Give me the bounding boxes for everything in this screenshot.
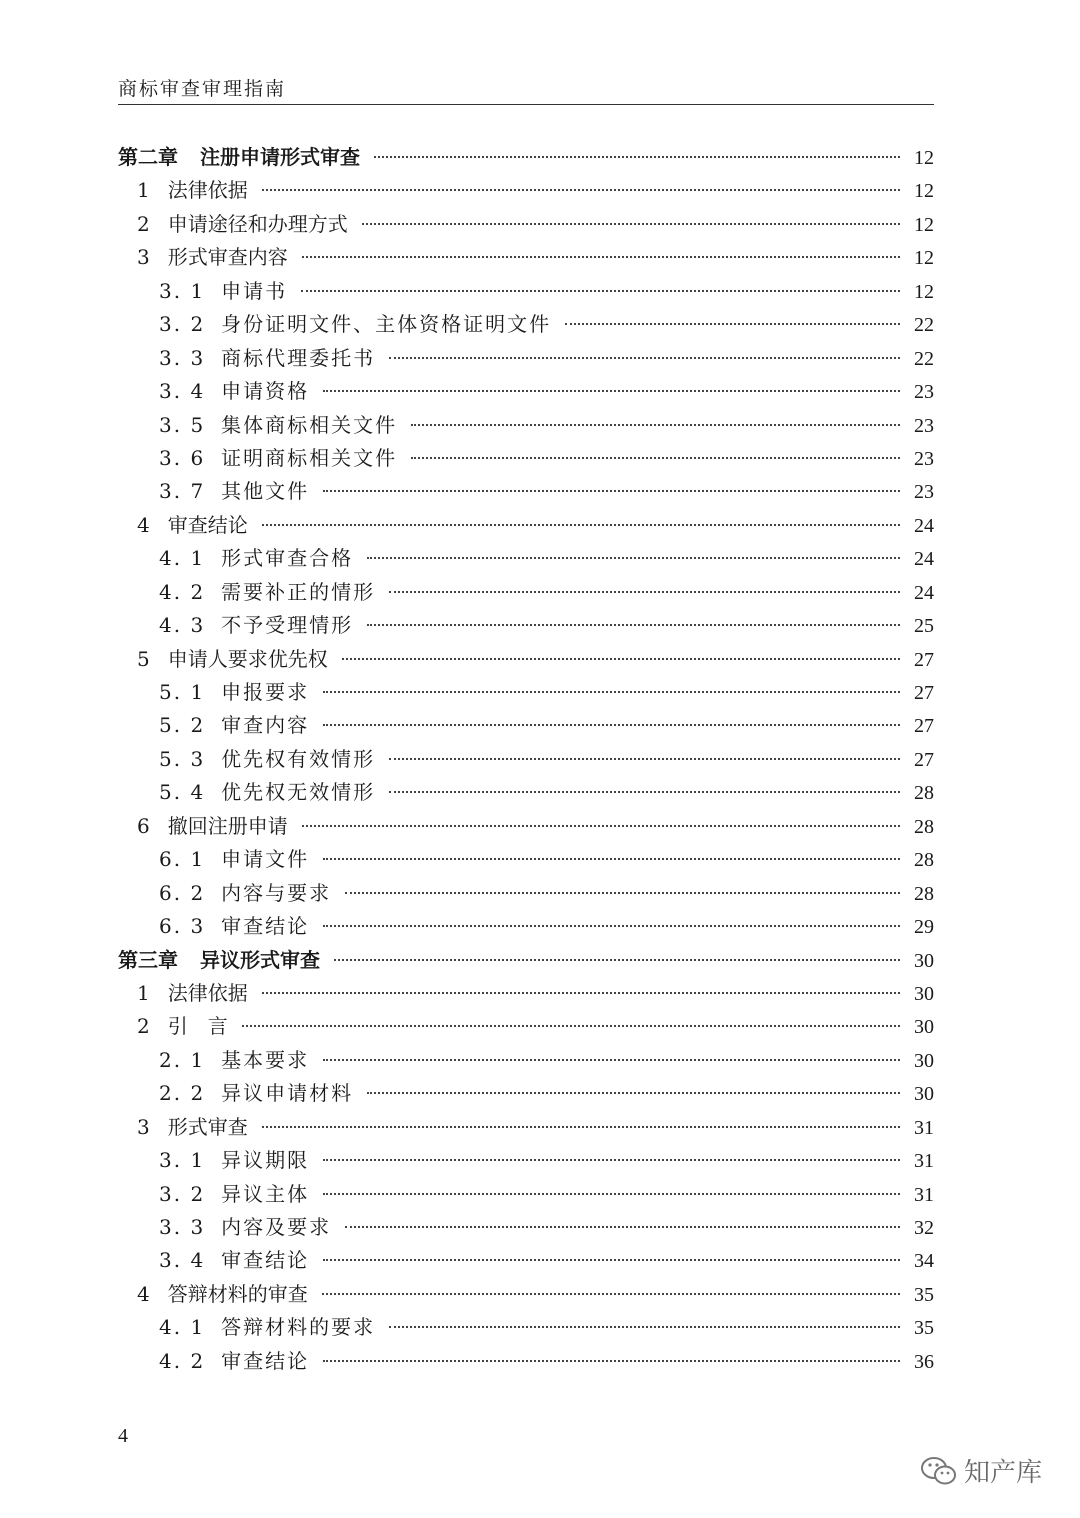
toc-entry-number: 6. 3 — [159, 914, 206, 939]
wechat-icon — [920, 1455, 958, 1487]
toc-entry-page: 35 — [914, 1283, 934, 1306]
toc-section-entry — [118, 241, 934, 274]
toc-entry-number: 3. 2 — [159, 1181, 206, 1206]
toc-subsection-entry — [118, 609, 934, 642]
dot-leader — [262, 1126, 900, 1128]
dot-leader — [302, 256, 900, 258]
dot-leader — [323, 1360, 900, 1362]
toc-entry-number: 4. 2 — [159, 579, 206, 604]
toc-entry-title: 注册申请形式审查 — [200, 145, 360, 169]
toc-entry-title: 优先权有效情形 — [221, 746, 376, 771]
toc-entry-page: 12 — [914, 147, 934, 169]
toc-entry-number: 2 — [137, 211, 150, 236]
toc-entry-page: 28 — [914, 782, 934, 805]
dot-leader — [323, 1159, 900, 1161]
toc-subsection-entry — [118, 776, 934, 809]
toc-entry-title: 审查内容 — [221, 713, 310, 738]
toc-entry-title: 需要补正的情形 — [221, 579, 376, 604]
dot-leader — [302, 825, 900, 827]
toc-entry-title: 异议期限 — [221, 1148, 310, 1173]
toc-entry-number: 4. 1 — [159, 1315, 206, 1340]
dot-leader — [374, 156, 900, 158]
toc-entry-number: 3. 7 — [159, 479, 206, 504]
dot-leader — [323, 1059, 900, 1061]
watermark — [920, 1452, 1042, 1489]
toc-entry-number: 4 — [137, 512, 150, 537]
toc-entry-page: 31 — [914, 1116, 934, 1139]
dot-leader — [367, 557, 900, 559]
toc-subsection-entry — [118, 475, 934, 508]
toc-subsection-entry — [118, 308, 934, 341]
toc-section-entry — [118, 1010, 934, 1043]
page-number: 4 — [118, 1425, 128, 1447]
toc-entry-page: 23 — [914, 447, 934, 470]
toc-entry-title: 其他文件 — [221, 479, 310, 504]
toc-entry-number: 6. 2 — [159, 880, 206, 905]
toc-entry-number: 1 — [137, 980, 150, 1005]
toc-entry-title: 法律依据 — [167, 980, 248, 1005]
dot-leader — [322, 1293, 900, 1295]
toc-entry-number: 4. 2 — [159, 1348, 206, 1373]
toc-section-entry — [118, 208, 934, 241]
toc-entry-title: 异议申请材料 — [221, 1081, 354, 1106]
toc-entry-page: 29 — [914, 916, 934, 939]
toc-entry-page: 27 — [914, 748, 934, 771]
toc-entry-title: 答辩材料的要求 — [221, 1315, 376, 1340]
dot-leader — [242, 1025, 900, 1027]
toc-subsection-entry — [118, 342, 934, 375]
toc-entry-title: 法律依据 — [167, 178, 248, 203]
toc-entry-title: 身份证明文件、主体资格证明文件 — [221, 312, 552, 337]
toc-entry-number: 4. 1 — [159, 546, 206, 571]
toc-subsection-entry — [118, 877, 934, 910]
dot-leader — [389, 591, 900, 593]
dot-leader — [262, 189, 900, 191]
toc-entry-number: 3. 4 — [159, 379, 206, 404]
toc-subsection-entry — [118, 843, 934, 876]
toc-entry-title: 撤回注册申请 — [167, 813, 288, 838]
dot-leader — [262, 992, 900, 994]
toc-entry-number: 5. 4 — [159, 780, 206, 805]
toc-entry-title: 异议形式审查 — [200, 947, 320, 972]
toc-entry-page: 22 — [914, 314, 934, 337]
toc-entry-number: 第三章 — [118, 947, 178, 972]
toc-entry-title: 内容及要求 — [221, 1215, 332, 1239]
toc-entry-number: 3. 5 — [159, 412, 206, 437]
dot-leader — [323, 724, 900, 726]
toc-subsection-entry — [118, 576, 934, 609]
toc-subsection-entry — [118, 709, 934, 742]
toc-entry-title: 异议主体 — [221, 1181, 310, 1206]
toc-entry-title: 优先权无效情形 — [221, 780, 376, 805]
dot-leader — [323, 1259, 900, 1261]
toc-entry-title: 商标代理委托书 — [221, 345, 376, 370]
toc-entry-number: 5 — [137, 646, 150, 671]
dot-leader — [301, 290, 900, 292]
table-of-contents — [118, 141, 934, 1378]
toc-entry-title: 不予受理情形 — [221, 613, 354, 638]
toc-entry-page: 27 — [914, 715, 934, 738]
toc-entry-page: 28 — [914, 849, 934, 872]
toc-entry-page: 32 — [914, 1217, 934, 1239]
toc-subsection-entry — [118, 1244, 934, 1277]
toc-entry-page: 12 — [914, 247, 934, 270]
toc-chapter-entry — [118, 141, 934, 174]
toc-entry-page: 24 — [914, 548, 934, 571]
dot-leader — [323, 390, 900, 392]
toc-subsection-entry — [118, 542, 934, 575]
dot-leader — [323, 691, 900, 693]
toc-entry-page: 30 — [914, 1049, 934, 1072]
toc-entry-title: 形式审查内容 — [167, 245, 288, 270]
dot-leader — [367, 624, 900, 626]
dot-leader — [342, 658, 900, 660]
header-rule — [118, 104, 934, 105]
toc-entry-page: 23 — [914, 381, 934, 404]
toc-subsection-entry — [118, 275, 934, 308]
toc-entry-title: 申请途径和办理方式 — [167, 211, 348, 236]
toc-entry-title: 答辩材料的审查 — [167, 1281, 308, 1306]
toc-subsection-entry — [118, 442, 934, 475]
toc-entry-page: 34 — [914, 1250, 934, 1273]
dot-leader — [323, 925, 900, 927]
toc-entry-page: 27 — [914, 648, 934, 671]
toc-entry-page: 25 — [914, 615, 934, 638]
toc-entry-title: 引 言 — [167, 1014, 228, 1039]
toc-subsection-entry — [118, 1211, 934, 1244]
toc-subsection-entry — [118, 676, 934, 709]
toc-entry-title: 审查结论 — [221, 914, 310, 939]
toc-section-entry — [118, 509, 934, 542]
toc-entry-page: 24 — [914, 581, 934, 604]
toc-entry-number: 4. 3 — [159, 613, 206, 638]
toc-entry-number: 1 — [137, 178, 150, 203]
toc-entry-number: 3. 1 — [159, 1148, 206, 1173]
running-header: 商标审查审理指南 — [118, 78, 287, 100]
toc-entry-number: 2 — [137, 1014, 150, 1039]
dot-leader — [362, 223, 900, 225]
dot-leader — [389, 758, 900, 760]
toc-entry-title: 审查结论 — [221, 1348, 310, 1373]
dot-leader — [262, 524, 900, 526]
toc-entry-page: 30 — [914, 982, 934, 1005]
toc-subsection-entry — [118, 1077, 934, 1110]
dot-leader — [323, 858, 900, 860]
toc-section-entry — [118, 174, 934, 207]
toc-entry-page: 23 — [914, 414, 934, 437]
toc-entry-title: 证明商标相关文件 — [221, 445, 398, 470]
toc-entry-page: 24 — [914, 514, 934, 537]
toc-entry-number: 4 — [137, 1281, 150, 1306]
toc-entry-number: 3. 3 — [159, 345, 206, 370]
toc-section-entry — [118, 977, 934, 1010]
dot-leader — [334, 959, 900, 961]
toc-entry-title: 申请资格 — [221, 379, 310, 404]
dot-leader — [411, 424, 900, 426]
toc-entry-title: 形式审查合格 — [221, 546, 354, 571]
toc-chapter-entry — [118, 944, 934, 977]
toc-entry-number: 5. 2 — [159, 713, 206, 738]
toc-entry-page: 30 — [914, 1083, 934, 1106]
toc-section-entry — [118, 643, 934, 676]
dot-leader — [345, 1226, 900, 1228]
toc-entry-page: 35 — [914, 1317, 934, 1340]
toc-entry-number: 3. 6 — [159, 445, 206, 470]
toc-entry-number: 3. 1 — [159, 278, 206, 303]
toc-entry-number: 2. 1 — [159, 1047, 206, 1072]
toc-subsection-entry — [118, 1311, 934, 1344]
dot-leader — [389, 1326, 900, 1328]
toc-entry-page: 36 — [914, 1350, 934, 1373]
toc-entry-number: 3 — [137, 1114, 150, 1139]
toc-entry-title: 形式审查 — [167, 1114, 248, 1139]
toc-section-entry — [118, 810, 934, 843]
toc-entry-title: 审查结论 — [221, 1248, 310, 1273]
toc-entry-page: 27 — [914, 682, 934, 704]
toc-entry-number: 3 — [137, 245, 150, 270]
toc-entry-page: 12 — [914, 180, 934, 203]
toc-entry-number: 3. 4 — [159, 1248, 206, 1273]
toc-entry-page: 12 — [914, 280, 934, 303]
toc-subsection-entry — [118, 910, 934, 943]
toc-entry-page: 28 — [914, 882, 934, 905]
toc-entry-title: 申请文件 — [221, 847, 310, 872]
toc-entry-number: 5. 1 — [159, 680, 206, 704]
toc-section-entry — [118, 1278, 934, 1311]
toc-subsection-entry — [118, 1178, 934, 1211]
toc-entry-page: 12 — [914, 213, 934, 236]
toc-entry-page: 30 — [914, 1016, 934, 1039]
toc-entry-page: 31 — [914, 1183, 934, 1206]
dot-leader — [323, 1193, 900, 1195]
dot-leader — [345, 892, 900, 894]
dot-leader — [367, 1092, 900, 1094]
toc-entry-page: 31 — [914, 1150, 934, 1173]
toc-subsection-entry — [118, 1144, 934, 1177]
toc-entry-title: 申请人要求优先权 — [167, 646, 328, 671]
toc-entry-number: 6 — [137, 813, 150, 838]
toc-entry-title: 集体商标相关文件 — [221, 412, 398, 437]
toc-subsection-entry — [118, 1345, 934, 1378]
dot-leader — [323, 490, 900, 492]
toc-entry-page: 30 — [914, 949, 934, 972]
toc-section-entry — [118, 1111, 934, 1144]
toc-entry-title: 基本要求 — [221, 1047, 310, 1072]
dot-leader — [389, 357, 900, 359]
toc-subsection-entry — [118, 743, 934, 776]
toc-subsection-entry — [118, 1044, 934, 1077]
toc-entry-number: 2. 2 — [159, 1081, 206, 1106]
toc-entry-title: 审查结论 — [167, 512, 248, 537]
toc-entry-number: 6. 1 — [159, 847, 206, 872]
dot-leader — [565, 323, 900, 325]
toc-subsection-entry — [118, 375, 934, 408]
toc-entry-number: 第二章 — [118, 145, 178, 169]
toc-entry-number: 3. 2 — [159, 312, 206, 337]
toc-entry-page: 22 — [914, 347, 934, 370]
toc-entry-number: 5. 3 — [159, 746, 206, 771]
toc-entry-title: 申请书 — [221, 278, 288, 303]
toc-entry-number: 3. 3 — [159, 1215, 206, 1239]
dot-leader — [389, 791, 900, 793]
dot-leader — [411, 457, 900, 459]
watermark-text: 知产库 — [964, 1458, 1043, 1488]
toc-entry-title: 申报要求 — [221, 680, 310, 704]
toc-entry-page: 28 — [914, 815, 934, 838]
toc-entry-title: 内容与要求 — [221, 880, 332, 905]
toc-subsection-entry — [118, 409, 934, 442]
toc-entry-page: 23 — [914, 481, 934, 504]
